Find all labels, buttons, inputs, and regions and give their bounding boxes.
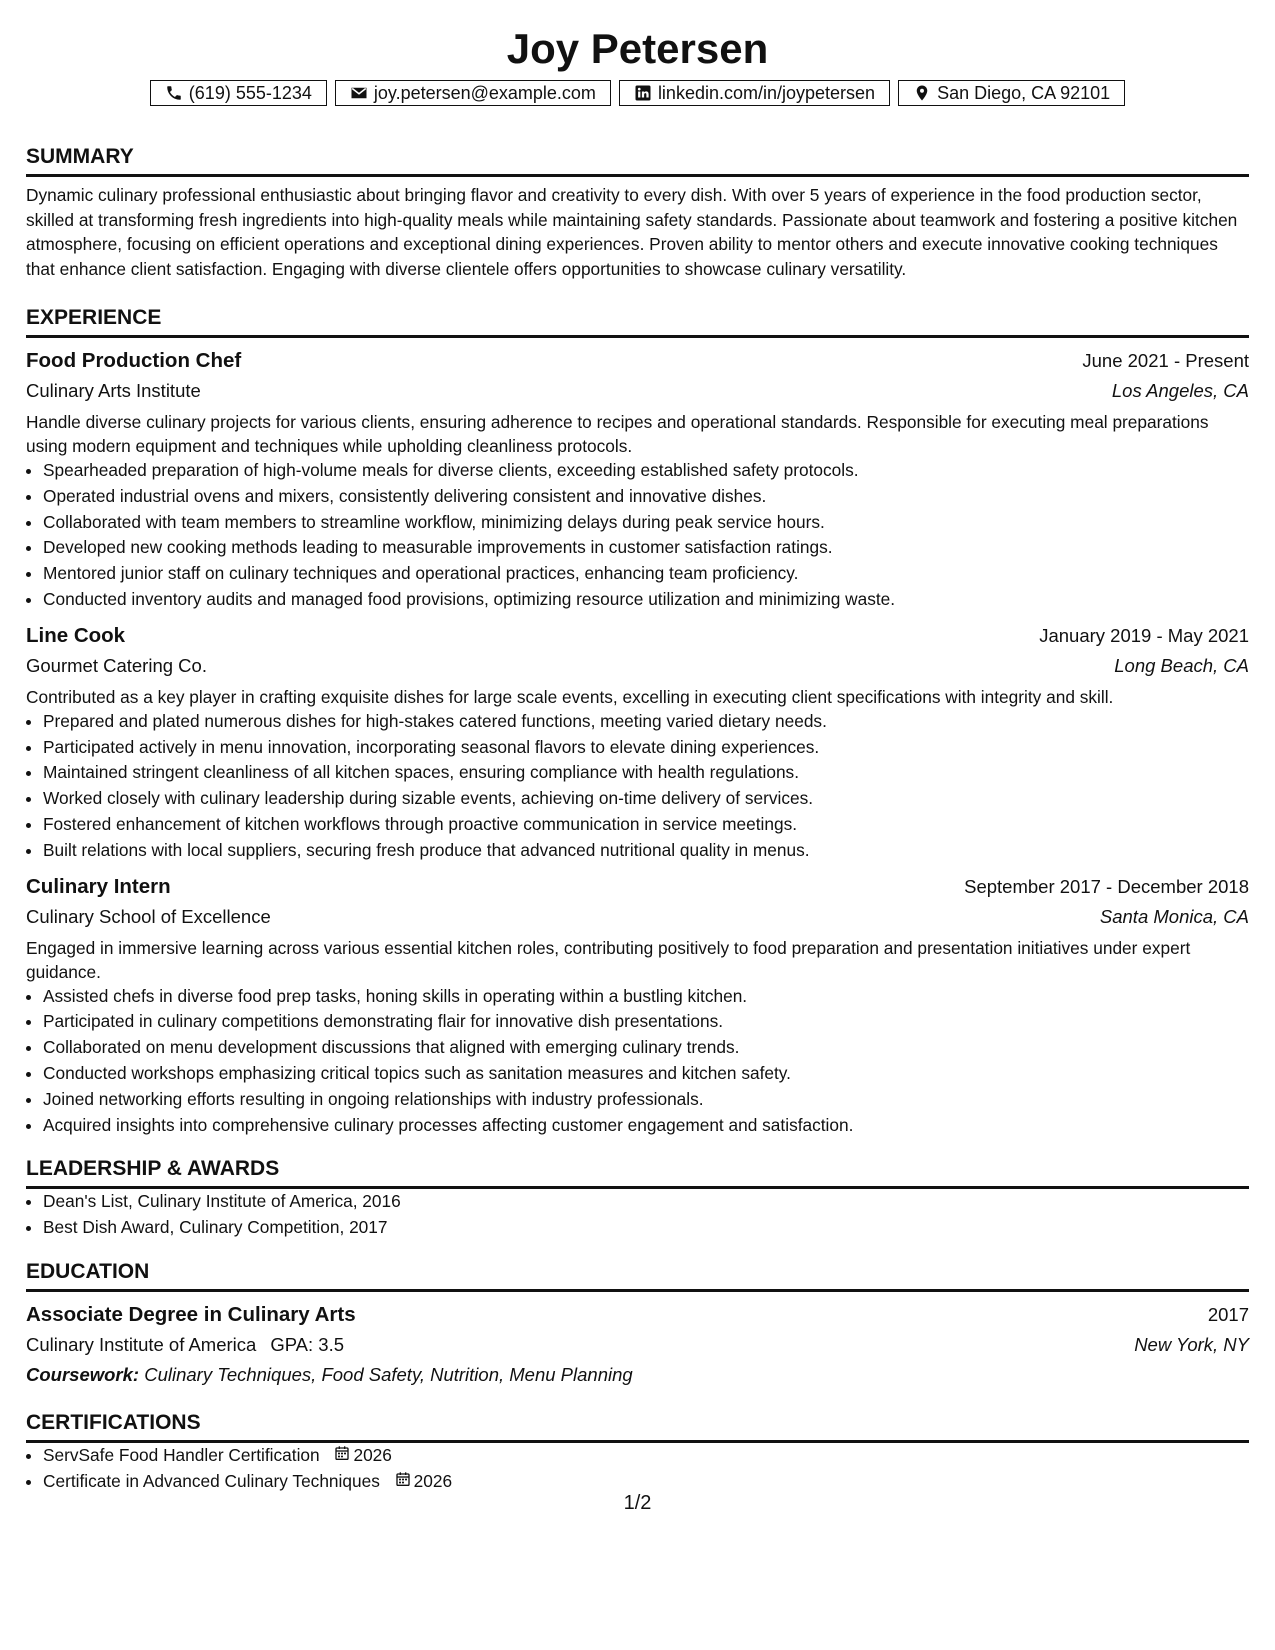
school-line (26, 1330, 344, 1360)
phone-icon (165, 84, 183, 102)
job-company: Culinary Arts Institute (26, 380, 201, 401)
linkedin-text: linkedin.com/in/joypetersen (657, 82, 876, 103)
list-item: • Conducted inventory audits and managed food provisions, optimizing resource utilization and minimizing waste. (43, 587, 1249, 613)
degree-title: Associate Degree in Culinary Arts (26, 1302, 356, 1326)
list-item: • Acquired insights into comprehensive culinary processes affecting customer engagement and satisfaction. (43, 1113, 1249, 1139)
job-entry (26, 346, 1249, 613)
linkedin-icon (634, 84, 652, 102)
section-title-experience: EXPERIENCE (26, 305, 1249, 338)
job-title: Line Cook (26, 623, 126, 647)
list-item: • Mentored junior staff on culinary techniques and operational practices, enhancing team proficiency. (43, 561, 1249, 587)
summary-section (26, 144, 1249, 281)
phone-text: (619) 555-1234 (188, 82, 312, 103)
certifications-list (26, 1443, 1249, 1495)
job-dates: January 2019 - May 2021 (1039, 624, 1249, 646)
education-entry (26, 1300, 1249, 1390)
list-item (43, 1443, 1249, 1469)
list-item (43, 1469, 1249, 1495)
cert-name: Certificate in Advanced Culinary Techniques (43, 1470, 380, 1491)
job-description: Contributed as a key player in crafting exquisite dishes for large scale events, excelling in executing client specifications with integrity and skill. (26, 686, 1114, 707)
contact-email[interactable] (335, 80, 611, 106)
awards-list (26, 1189, 1249, 1241)
cert-name: ServSafe Food Handler Certification (43, 1444, 320, 1465)
list-item: • Best Dish Award, Culinary Competition, 2017 (43, 1215, 1249, 1241)
cert-date (395, 1469, 452, 1495)
school-name: Culinary Institute of America (26, 1333, 257, 1355)
school-location: New York, NY (1134, 1333, 1249, 1355)
summary-text: Dynamic culinary professional enthusiastic about bringing flavor and creativity to every dish. With over 5 years of experience in the food production sector, skilled at transforming fresh ingredients into high-quality meals while maintaining safety standards. Passionate about teamwork and fostering a positive kitchen atmosphere, focusing on efficient operations and exceptional dining experiences. Proven ability to mentor others and execute innovative cooking techniques that enhance client satisfaction. Engaging with diverse clientele offers opportunities to showcase culinary versatility. (26, 185, 1238, 279)
section-title-education: EDUCATION (26, 1259, 1249, 1292)
job-entry (26, 872, 1249, 1139)
job-dates: June 2021 - Present (1082, 350, 1249, 371)
gpa: GPA: 3.5 (270, 1333, 345, 1355)
list-item: • Dean's List, Culinary Institute of America, 2016 (43, 1189, 1249, 1215)
job-title: Culinary Intern (26, 874, 171, 898)
location-text: San Diego, CA 92101 (937, 82, 1111, 103)
job-location: Long Beach, CA (1114, 654, 1249, 676)
list-item: • Worked closely with culinary leadership during sizable events, achieving on-time delivery of services. (43, 786, 1249, 812)
list-item: • Participated in culinary competitions demonstrating flair for innovative dish presentations. (43, 1009, 1249, 1035)
awards-section (26, 1156, 1249, 1241)
contact-linkedin[interactable] (619, 80, 890, 106)
cert-date (334, 1443, 391, 1469)
cert-year: 2026 (353, 1444, 392, 1465)
education-section (26, 1259, 1249, 1390)
job-dates: September 2017 - December 2018 (964, 875, 1249, 897)
job-company: Culinary School of Excellence (26, 905, 271, 927)
list-item: • Prepared and plated numerous dishes for high-stakes catered functions, meeting varied dietary needs. (43, 709, 1249, 735)
job-entry (26, 621, 1249, 864)
calendar-icon (334, 1443, 350, 1469)
degree-year: 2017 (1207, 1303, 1249, 1325)
map-pin-icon (913, 84, 931, 102)
candidate-name: Joy Petersen (506, 25, 769, 72)
job-description: Engaged in immersive learning across various essential kitchen roles, contributing positively to food preparation and presentation initiatives under expert guidance. (26, 937, 1191, 982)
email-text: joy.petersen@example.com (373, 82, 596, 103)
list-item: • Operated industrial ovens and mixers, consistently delivering consistent and innovative dishes. (43, 484, 1249, 510)
job-company: Gourmet Catering Co. (26, 654, 207, 676)
job-title: Food Production Chef (26, 349, 242, 372)
job-description: Handle diverse culinary projects for various clients, ensuring adherence to recipes and operational standards. Responsible for executing meal preparations using modern equipment and techniques while upholding cleanliness protocols. (26, 412, 1209, 456)
list-item: • Spearheaded preparation of high-volume meals for diverse clients, exceeding established safety protocols. (43, 458, 1249, 484)
job-bullets (26, 709, 1249, 864)
coursework-label: Coursework: (26, 1363, 140, 1385)
experience-section (26, 305, 1249, 1138)
contact-phone[interactable] (150, 80, 327, 106)
list-item: • Built relations with local suppliers, securing fresh produce that advanced nutritional quality in menus. (43, 838, 1249, 864)
calendar-icon (395, 1469, 411, 1495)
contact-location[interactable] (898, 80, 1125, 106)
page-number: 1/2 (623, 1492, 652, 1514)
job-location: Los Angeles, CA (1111, 380, 1249, 401)
list-item: • Collaborated with team members to streamline workflow, minimizing delays during peak service hours. (43, 510, 1249, 536)
envelope-icon (350, 84, 368, 102)
list-item: • Maintained stringent cleanliness of all kitchen spaces, ensuring compliance with health regulations. (43, 760, 1249, 786)
coursework (26, 1360, 1249, 1390)
coursework-list: Culinary Techniques, Food Safety, Nutrition, Menu Planning (144, 1363, 633, 1385)
list-item: • Fostered enhancement of kitchen workflows through proactive communication in service meetings. (43, 812, 1249, 838)
section-title-awards: LEADERSHIP & AWARDS (26, 1156, 1249, 1189)
certifications-section (26, 1410, 1249, 1495)
job-bullets (26, 984, 1249, 1139)
list-item: • Conducted workshops emphasizing critical topics such as sanitation measures and kitchen safety. (43, 1061, 1249, 1087)
list-item: • Participated actively in menu innovation, incorporating seasonal flavors to elevate dining experiences. (43, 735, 1249, 761)
section-title-summary: SUMMARY (26, 144, 1249, 177)
list-item: • Developed new cooking methods leading to measurable improvements in customer satisfaction ratings. (43, 535, 1249, 561)
list-item: • Assisted chefs in diverse food prep tasks, honing skills in operating within a bustling kitchen. (43, 984, 1249, 1010)
job-location: Santa Monica, CA (1099, 905, 1249, 927)
job-bullets (26, 458, 1249, 613)
list-item: • Collaborated on menu development discussions that aligned with emerging culinary trends. (43, 1035, 1249, 1061)
list-item: • Joined networking efforts resulting in ongoing relationships with industry professionals. (43, 1087, 1249, 1113)
contact-bar (26, 80, 1249, 106)
section-title-certifications: CERTIFICATIONS (26, 1410, 1249, 1443)
cert-year: 2026 (413, 1470, 453, 1491)
